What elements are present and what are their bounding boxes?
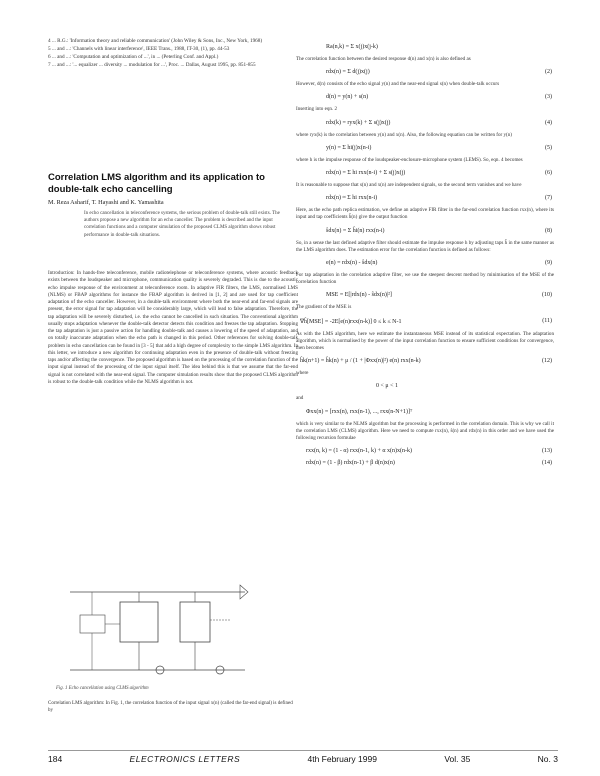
paragraph: For tap adaptation in the correlation adaptive filter, we use the steepest descent method by minimisation of the MSE of the correlation function [296,272,554,286]
paragraph: Here, as the echo path replica estimation, we define an adaptive FIR filter in the far-end correlation function rxx(n), where its input and tap coefficients ĥ(n) give the output function [296,207,554,221]
equation: rxx(n, k) = (1 - α) rxx(n-1, k) + α x(n)x(n-k) (13) [306,448,552,455]
equation: e(n) = rdx(n) - ŝdx(n) (9) [326,260,552,267]
lems-box [180,602,210,642]
equation: rdx(n) ≈ Σ hi rxx(n-i) (7) [326,195,552,202]
paragraph: The correlation function between the desired response d(n) and x(n) is also defined as [296,56,471,62]
adaptive-filter-box [120,602,158,642]
journal-name: ELECTRONICS LETTERS [129,754,241,764]
equation: Φxx(n) = [rxx(n), rxx(n-1), ..., rxx(n-N+1)]ᵀ [306,408,413,415]
equation: ĥk(n+1) = ĥk(n) + μ / (1 + |Φxx(n)|²) e(n) rxx(n-k) (12) [300,358,552,365]
reference-item: 5 ... and ...: 'Channels with linear interference', IEEE Trans., 1988, IT-30, (1), pp. 44-53 [48,46,230,52]
paragraph: So, in a sense the last defined adaptive filter should estimate the impulse response h by adjusting taps ĥ in the same manner as the LMS algorithm does. The estimation error for the correlation function is defined as follows: [296,239,554,253]
equation: rdx(n) = Σ hi rxx(n-i) + Σ s(j)x(j) (6) [326,170,552,177]
volume: Vol. 35 [444,754,471,764]
paragraph: However, d(n) consists of the echo signal y(n) and the near-end signal s(n) when double-talk occurs [296,81,500,88]
page-number: 184 [48,754,63,764]
issue-number: No. 3 [537,754,558,764]
references-list [48,38,298,70]
equation: y(n) = Σ hi(j)x(n-i) (5) [326,144,552,151]
equation: ∇ĥ[MSE] = -2E[e(n)rxx(n-k)] 0 ≤ k ≤ N-1 (11) [300,317,552,325]
correlator-box [80,615,105,633]
clms-intro-text: Correlation LMS algorithm: In Fig. 1, the correlation function of the input signal x(n) (called the far-end signal) is defined by [48,701,293,713]
equation: ŝdx(n) = Σ ĥi(n) rxx(n-i) (8) [326,227,552,234]
article-abstract: In echo cancellation in teleconference systems, the serious problem of double-talk still exists. The authors propose a new algorithm for an echo canceller. The problem is described and the input correlation functions and a computer simulation of the proposed CLMS algorithm shows robust performance in double-talk situations. [84,211,280,238]
equation: d(n) = y(n) + s(n) (3) [326,94,552,101]
reference-item: 6 ... and ...: 'Computation and optimization of ...', in ... (Peterling Conf. and Appl.) [48,54,219,60]
article-authors: M. Reza Asharif, T. Hayashi and K. Yamashita [48,199,164,206]
paragraph: Inserting into eqn. 2 [296,106,338,113]
paragraph: where h is the impulse response of the loudspeaker-enclosure-microphone system (LEMS). So, eqn. 4 becomes [296,156,523,163]
equation: 0 < μ < 1 [376,383,398,390]
right-column [296,38,554,472]
equation: Ra(n,k) = Σ x(j)x(j-k) [326,44,378,50]
paragraph: The gradient of the MSE is [296,304,352,311]
equation: rdx(n) = (1 - β) rdx(n-1) + β d(n)x(n) (14) [306,460,552,467]
echo-canceller-diagram [60,580,260,683]
figure-caption: Fig. 1 Echo cancellation using CLMS algorithm [56,686,149,691]
reference-item: 7 ... and ...: '... equalizer ... diversity ... modulation for ...', Proc. ... Dallas, August 1995, pp. 851-855 [48,62,256,68]
page-footer [48,750,558,764]
paragraph: where ryx(k) is the correlation between y(n) and x(n). Also, the following equation can be written for y(n) [296,131,512,138]
issue-date: 4th February 1999 [307,754,377,764]
introduction-text: Introduction: In hands-free teleconference, mobile radiotelephone or teleconference systems, where acoustic feedback exists between the loudspeaker and microphone, communication quality is severely degraded. This is due to the acoustic echo impulse response of the environment at teleconference room. In adaptive FIR filters, the LMS, normalised LMS (NLMS) or FBAP algorithms for instance the FBAP algorithm is derived in [1, 2] and are used for tap coefficient adaptation of the echo canceller. However, in a double-talk environment where both the near-end and far-end signals are present, the error signal for tap adaptation will be considerably large, which will lead to false adaptation. Therefore, the tap adaptation will be severely disturbed, i.e. the echo cannot be cancelled in such situation. The conventional algorithm usually stops adaptation whenever the double-talk detector detects this condition and freezes the tap adaptation. Stopping the tap adaptation is just a passive action for handling double-talk and causes a lowering of the speed of adaptation, and on totally inaccurate adaptation when the echo path is changed in this period. Other references for solving double-talk problem in echo cancellation can be found in [3 - 5] that add a high degree of complexity to the simple LMS algorithm. In this letter, we introduce a new algorithm for continuing adaptation even in the presence of double-talk without freezing taps and/or affecting the convergence. The proposed algorithm is based on the processing of the correlation function of the input signal instead of the processing of the input signal itself. The idea behind this is that we assume that the far-end signal is not correlated with the near-end signal. The computer simulation results show that the proposed CLMS algorithm is robust to the double-talk condition while the NLMS algorithm is not. [48,270,298,385]
paragraph: and [296,395,304,402]
paragraph: It is reasonable to suppose that s(n) and x(n) are independent signals, so the second term vanishes and we have [296,182,522,189]
paragraph: where [296,370,309,377]
paragraph: As with the LMS algorithm, here we estimate the instantaneous MSE instead of its statistical expectation. The adaptation algorithm, which is normalised by the power of the input correlation function to ensure sufficient conditions for convergence, then becomes [296,330,554,352]
reference-item: 4 ... R.G.: 'Information theory and reliable communication' (John Wiley & Sons, Inc., New York, 1968) [48,38,263,44]
paragraph: which is very similar to the NLMS algorithm but the processing is performed in the correlation domain. This is why we call it the correlation LMS (CLMS) algorithm. Here we need to compute rxx(n), ŝ(n) and rdx(n) in this order and we have used the following recursion formulae [296,420,554,442]
equation: rdx(n) = Σ d(j)x(j) (2) [326,69,552,76]
article-title: Correlation LMS algorithm and its application to double-talk echo cancelling [48,172,265,195]
equation: rdx(k) = ryx(k) + Σ s(j)x(j) (4) [326,119,552,126]
equation: MSE = E[|rdx(n) - ŝdx(n)|²] (10) [326,292,552,299]
